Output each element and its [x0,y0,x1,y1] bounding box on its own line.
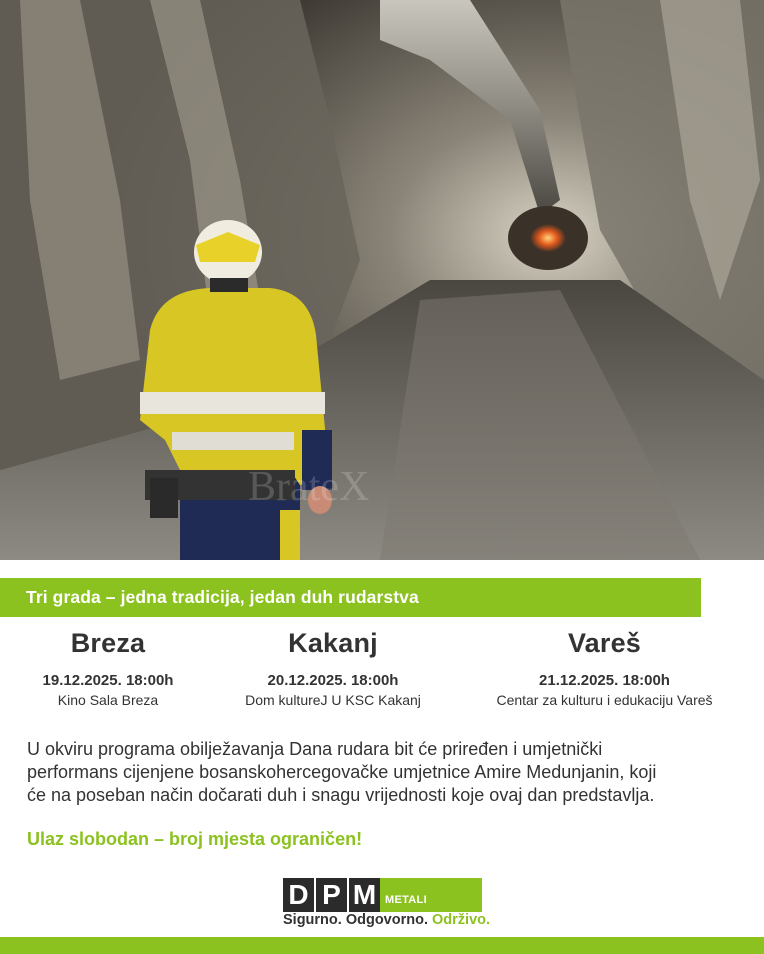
city-date: 21.12.2025. 18:00h [539,672,670,689]
description-line: će na poseban način dočarati duh i snagu vrijednosti koje ovaj dan predstavlja. [27,785,655,805]
dpm-metali-logo [283,878,491,934]
watermark-text: BrateX [248,464,370,510]
city-date: 20.12.2025. 18:00h [267,672,399,689]
city-vares [472,626,737,709]
event-description [27,738,747,807]
city-venue: Kino Sala Breza [57,692,159,708]
city-venue: Centar za kulturu i edukaciju Vareš [496,692,713,708]
footer-accent-bar [0,937,764,954]
description-line: U okviru programa obilježavanja Dana rudara bit će priređen i umjetnički [27,739,603,759]
logo-letters [283,878,382,912]
logo-sub-label: METALI [380,878,482,912]
city-name: Vareš [567,628,642,658]
free-entry-note: Ulaz slobodan – broj mjesta ograničen! [27,829,363,849]
tagline-main: Sigurno. Odgovorno. [283,912,433,928]
city-kakanj [233,626,433,709]
description-line: performans cijenjene bosanskohercegovačke umjetnice Amire Medunjanin, koji [27,762,657,782]
city-breza [18,626,198,709]
logo-letter: M [349,878,380,912]
city-name: Kakanj [288,628,378,658]
tagline-accent: Održivo. [432,912,491,928]
logo-letter: D [283,878,314,912]
city-venue: Dom kultureJ U KSC Kakanj [245,692,421,708]
logo-letter: P [316,878,347,912]
event-banner: Tri grada – jedna tradicija, jedan duh rudarstva [0,578,701,617]
logo-tagline [283,912,490,928]
city-date: 19.12.2025. 18:00h [42,672,174,689]
city-name: Breza [70,628,146,658]
